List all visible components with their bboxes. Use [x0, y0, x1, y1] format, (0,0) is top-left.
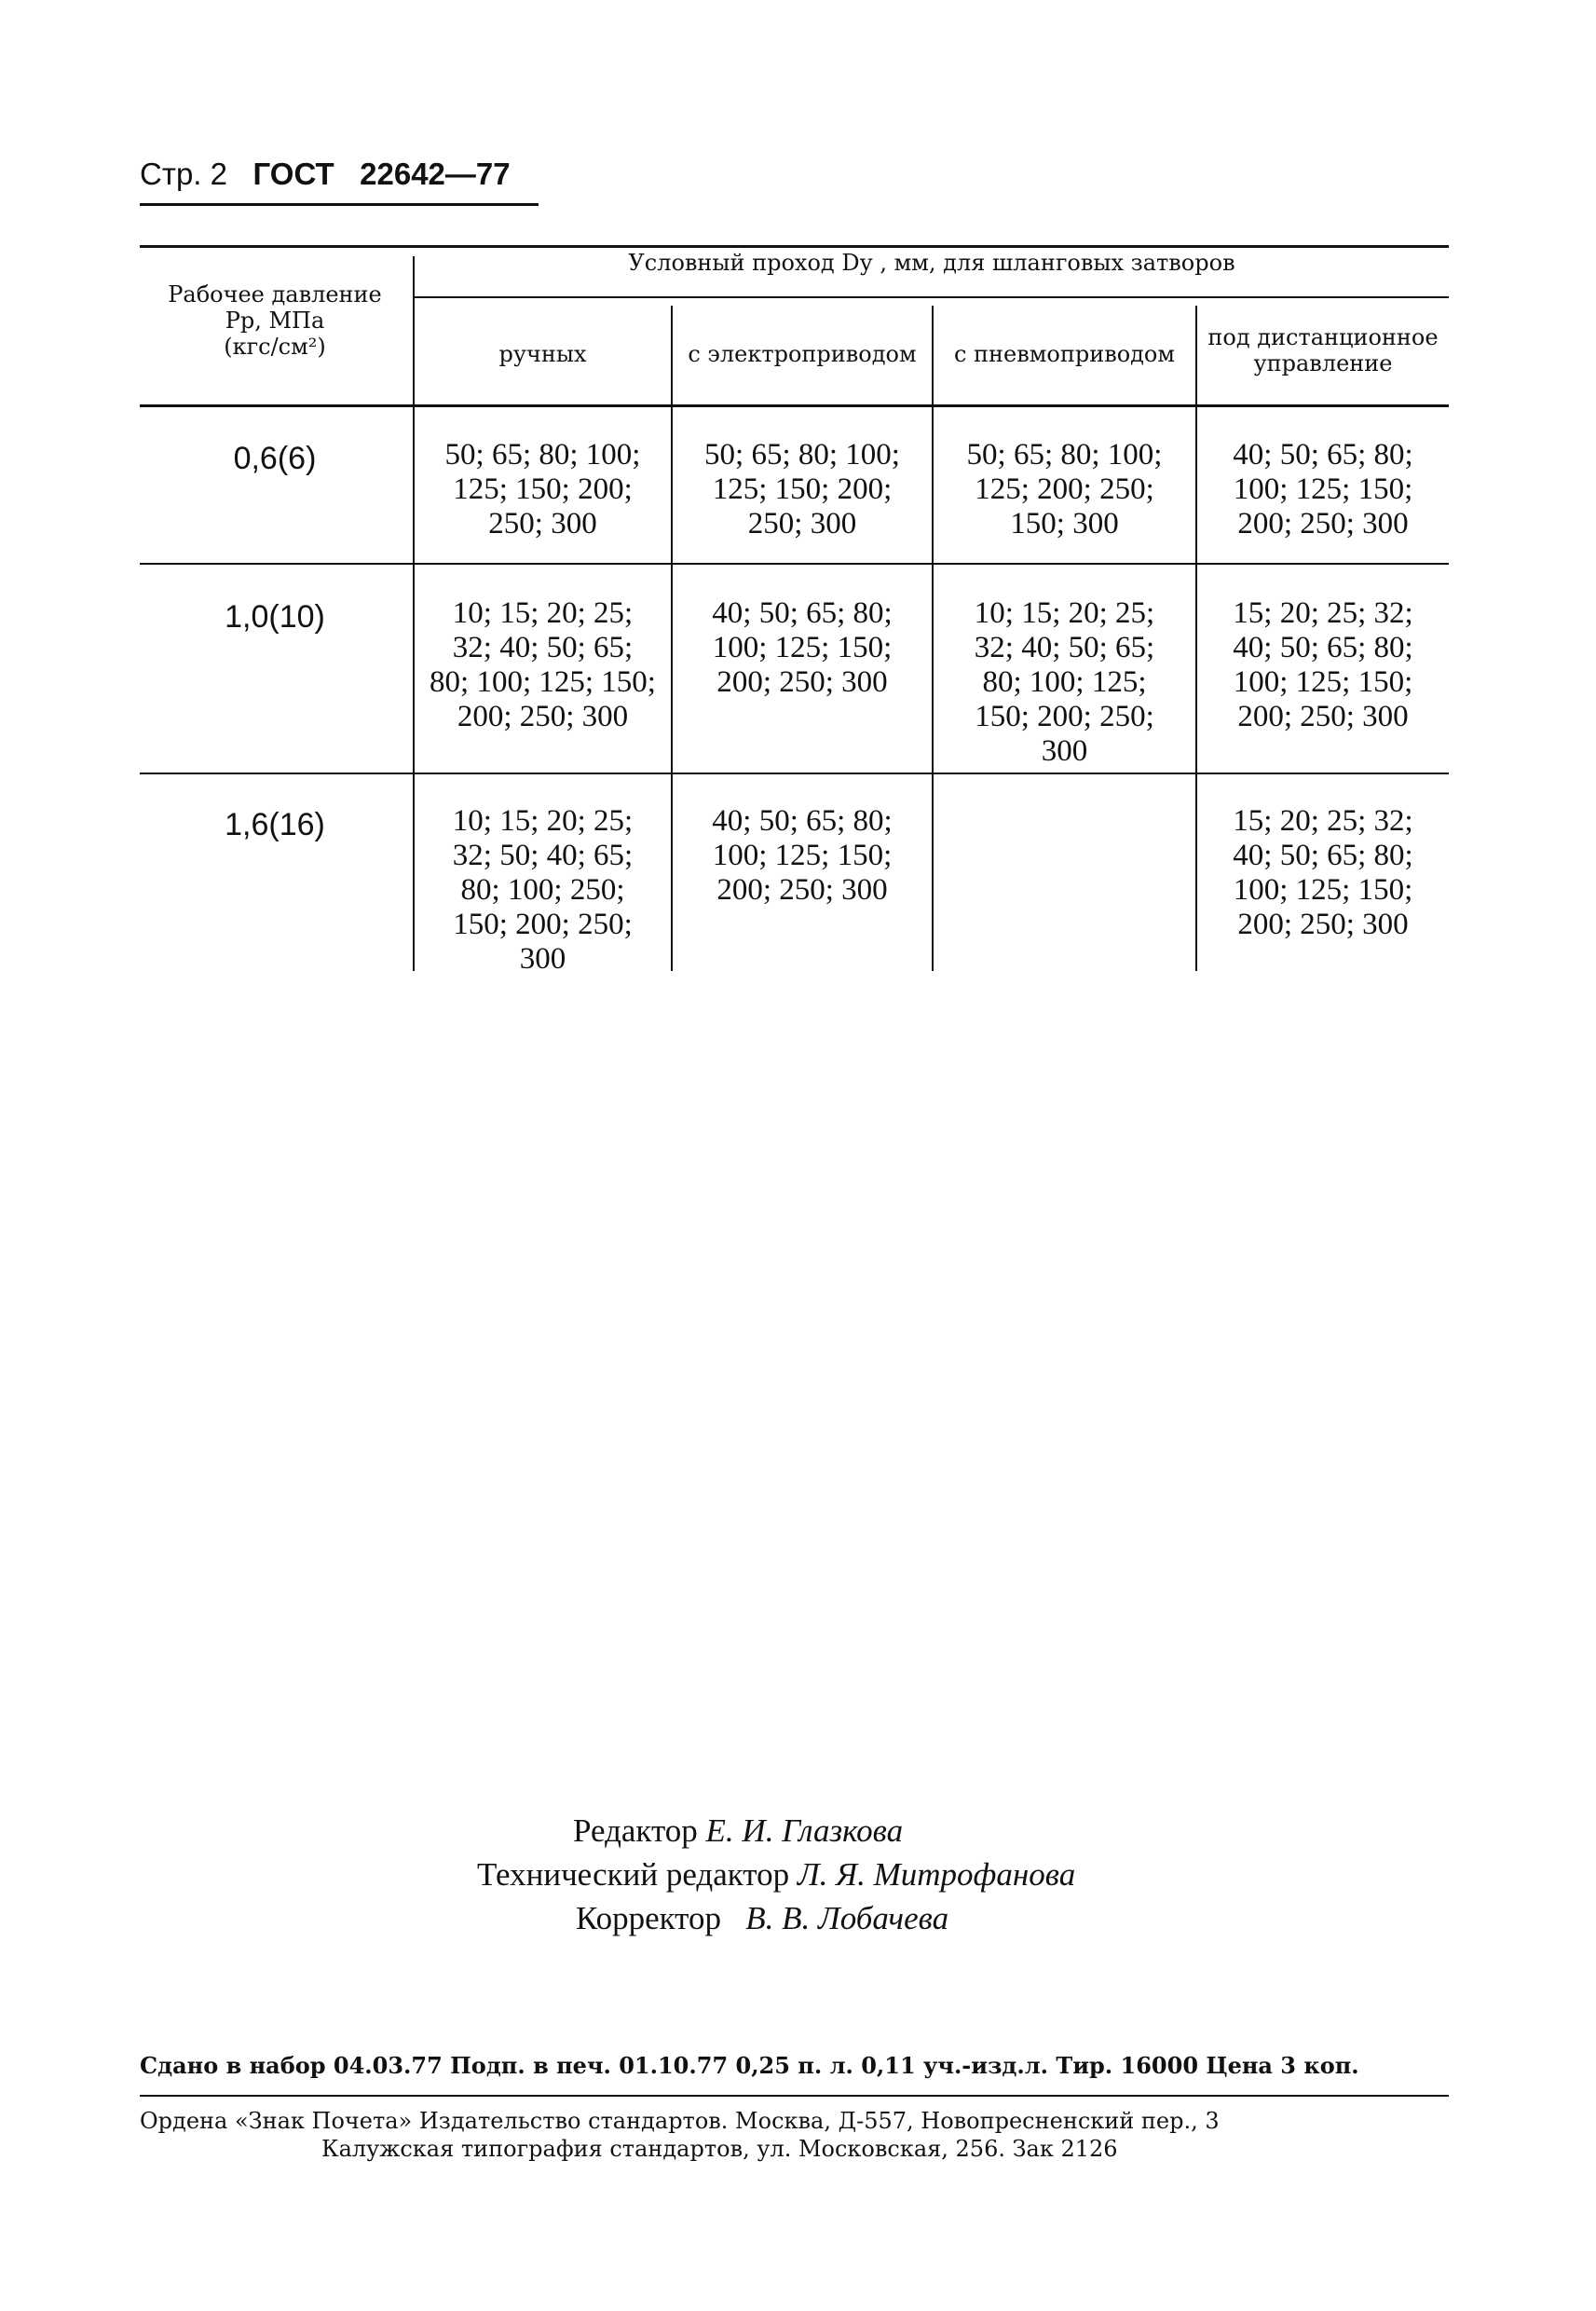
print-info-line: Сдано в набор 04.03.77 Подп. в печ. 01.10.77 0,25 п. л. 0,11 уч.-изд.л. Тир. 16000 Цена 3 коп.	[140, 2052, 1359, 2079]
tech-editor-name: Л. Я. Митрофанова	[797, 1856, 1076, 1893]
credit-tech-editor	[477, 1856, 1075, 1894]
tech-editor-label: Технический редактор	[477, 1856, 790, 1893]
page-number: Стр. 2	[140, 157, 227, 191]
pressure-column-header: Рабочее давление Pр, МПа (кгс/см²)	[168, 281, 382, 360]
table-top-rule	[140, 245, 1449, 248]
table-cell: 40; 50; 65; 80; 100; 125; 150; 200; 250; 300	[1233, 438, 1413, 540]
page-header	[140, 157, 511, 192]
table-cell: 10; 15; 20; 25; 32; 50; 40; 65; 80; 100; 250; 150; 200; 250; 300	[452, 804, 634, 976]
group-rule	[415, 296, 1449, 298]
corrector-label: Корректор	[576, 1900, 722, 1936]
publisher-line: Ордена «Знак Почета» Издательство стандартов. Москва, Д-557, Новопресненский пер., 3	[140, 2108, 1220, 2134]
credit-corrector	[576, 1900, 948, 1937]
table-cell: 40; 50; 65; 80; 100; 125; 150; 200; 250; 300	[712, 596, 893, 699]
corrector-name: В. В. Лобачева	[745, 1900, 949, 1936]
header-bottom-rule	[140, 404, 1449, 407]
table-cell: 15; 20; 25; 32; 40; 50; 65; 80; 100; 125; 150; 200; 250; 300	[1233, 804, 1413, 941]
subhead-pneumatic: с пневмоприводом	[953, 341, 1176, 367]
gost-label: ГОСТ	[252, 157, 334, 191]
footer-rule	[140, 2095, 1449, 2097]
table-cell: 50; 65; 80; 100; 125; 150; 200; 250; 300	[444, 438, 641, 540]
printer-line: Калужская типография стандартов, ул. Московская, 256. Зак 2126	[321, 2136, 1118, 2162]
header-rule	[140, 203, 539, 206]
table-cell: 50; 65; 80; 100; 125; 150; 200; 250; 300	[704, 438, 900, 540]
subhead-remote: под дистанционное управление	[1207, 324, 1439, 376]
table-cell: 40; 50; 65; 80; 100; 125; 150; 200; 250; 300	[712, 804, 893, 907]
pressure-row-3: 1,6(16)	[225, 807, 325, 842]
subhead-manual: ручных	[498, 341, 587, 367]
group-header: Условный проход Dу , мм, для шланговых затворов	[628, 250, 1235, 276]
credit-editor	[573, 1812, 903, 1850]
editor-label: Редактор	[573, 1812, 698, 1849]
table-cell: 10; 15; 20; 25; 32; 40; 50; 65; 80; 100; 125; 150; 200; 250; 300	[974, 596, 1155, 768]
row-rule-1	[140, 563, 1449, 565]
gost-number: 22642—77	[360, 157, 511, 191]
table-cell: 50; 65; 80; 100; 125; 200; 250; 150; 300	[966, 438, 1163, 540]
editor-name: Е. И. Глазкова	[705, 1812, 904, 1849]
row-rule-2	[140, 773, 1449, 774]
table-cell: 15; 20; 25; 32; 40; 50; 65; 80; 100; 125; 150; 200; 250; 300	[1233, 596, 1413, 733]
table-cell: 10; 15; 20; 25; 32; 40; 50; 65; 80; 100; 125; 150; 200; 250; 300	[430, 596, 656, 733]
pressure-row-2: 1,0(10)	[225, 599, 325, 635]
pressure-row-1: 0,6(6)	[233, 441, 317, 476]
subhead-electric: с электроприводом	[688, 341, 917, 367]
